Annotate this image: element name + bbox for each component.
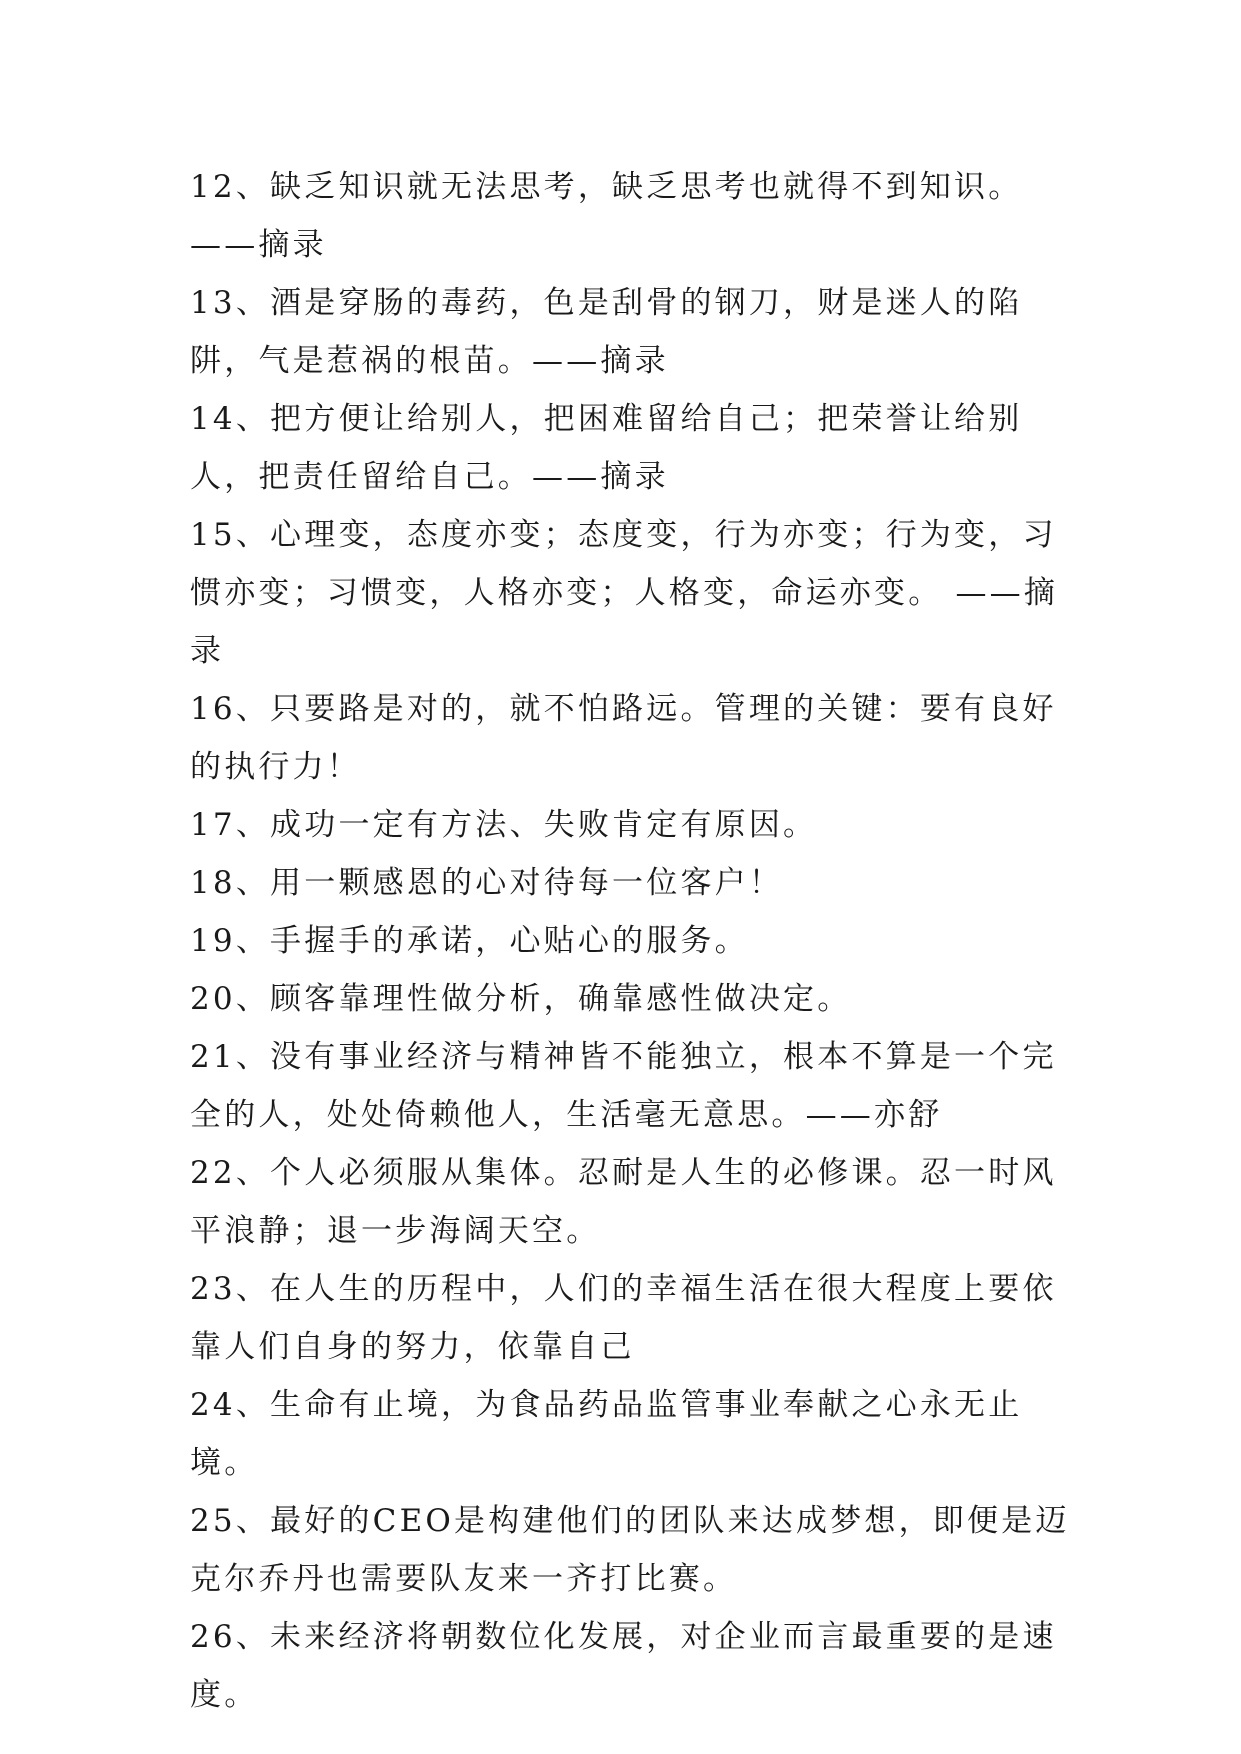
quote-item-19: 19、手握手的承诺，心贴心的服务。	[190, 923, 749, 959]
quote-item-23: 23、在人生的历程中，人们的幸福生活在很大程度上要依靠人们自身的努力，依靠自己	[190, 1271, 1057, 1365]
quote-item-22: 22、个人必须服从集体。忍耐是人生的必修课。忍一时风平浪静；退一步海阔天空。	[190, 1155, 1057, 1249]
quote-item-17: 17、成功一定有方法、失败肯定有原因。	[190, 807, 818, 843]
quote-item-15: 15、心理变，态度亦变；态度变，行为亦变；行为变，习惯亦变；习惯变，人格亦变；人格变，命运亦变。 ——摘录	[190, 517, 1059, 669]
quote-item-21: 21、没有事业经济与精神皆不能独立，根本不算是一个完全的人，处处倚赖他人，生活毫无意思。——亦舒	[190, 1039, 1057, 1133]
quote-item-26: 26、未来经济将朝数位化发展，对企业而言最重要的是速度。	[190, 1619, 1057, 1713]
quote-item-18: 18、用一颗感恩的心对待每一位客户！	[190, 865, 784, 901]
quote-item-13: 13、酒是穿肠的毒药，色是刮骨的钢刀，财是迷人的陷阱，气是惹祸的根苗。——摘录	[190, 285, 1023, 379]
quote-list	[190, 158, 1080, 1724]
quote-item-14: 14、把方便让给别人，把困难留给自己；把荣誉让给别人，把责任留给自己。——摘录	[190, 401, 1023, 495]
quote-item-20: 20、顾客靠理性做分析，确靠感性做决定。	[190, 981, 852, 1017]
quote-item-24: 24、生命有止境，为食品药品监管事业奉献之心永无止境。	[190, 1387, 1023, 1481]
quote-item-16: 16、只要路是对的，就不怕路远。管理的关键：要有良好的执行力！	[190, 691, 1057, 785]
quote-item-12: 12、缺乏知识就无法思考，缺乏思考也就得不到知识。 ——摘录	[190, 169, 1023, 263]
quote-item-25: 25、最好的CEO是构建他们的团队来达成梦想，即便是迈克尔乔丹也需要队友来一齐打比赛。	[190, 1503, 1070, 1597]
